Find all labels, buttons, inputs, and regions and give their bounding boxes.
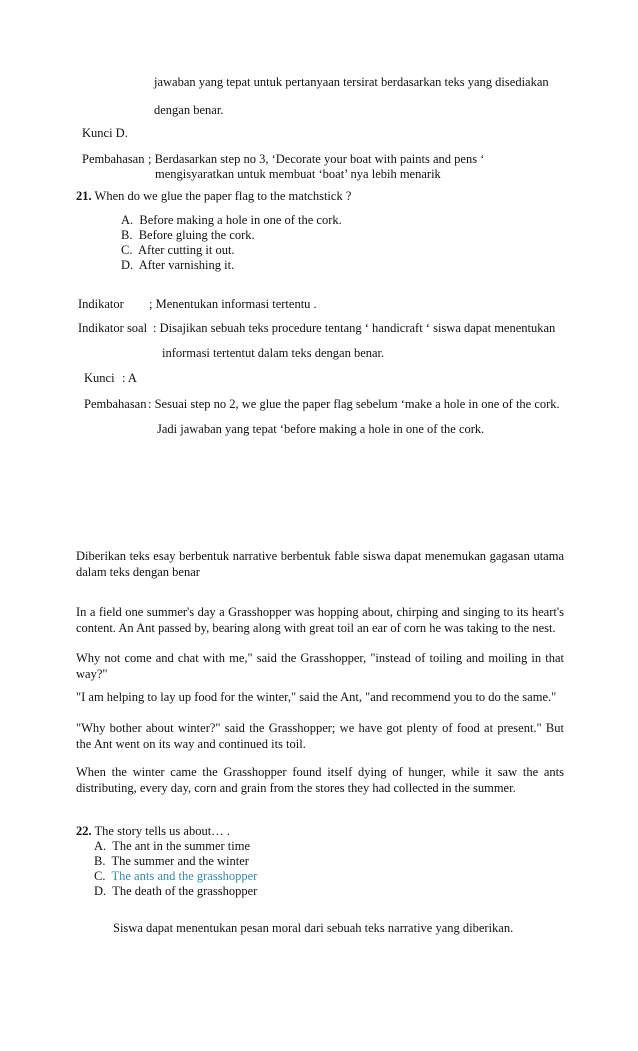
discussion-prev-line-1: ; Berdasarkan step no 3, ‘Decorate your boat with paints and pens ‘ [148, 152, 485, 166]
option-text: Before making a hole in one of the cork. [139, 213, 342, 227]
option-b [121, 228, 255, 243]
indicator-text: ; Menentukan informasi tertentu . [149, 297, 317, 311]
option-text-highlighted: The ants and the grasshopper [111, 869, 258, 883]
option-letter: A. [121, 213, 134, 227]
option-text: After cutting it out. [138, 243, 235, 257]
passage-paragraph-2: Why not come and chat with me," said the Grasshopper, "instead of toiling and moiling in that way?" [76, 651, 564, 681]
option-text: Before gluing the cork. [138, 228, 255, 242]
question-number: 22. [76, 824, 92, 838]
key-value: : A [122, 371, 137, 385]
option-letter: C. [94, 869, 106, 883]
question-21 [76, 189, 351, 204]
question-number: 21. [76, 189, 92, 203]
option-letter: B. [94, 854, 106, 868]
option-d [94, 884, 257, 899]
option-a [94, 839, 250, 854]
option-b [94, 854, 249, 869]
option-c [94, 869, 257, 884]
indicator-continuation-1: jawaban yang tepat untuk pertanyaan tersirat berdasarkan teks yang disediakan [154, 75, 549, 89]
indicator-continuation-2: dengan benar. [154, 103, 224, 117]
discussion-label: Pembahasan [84, 397, 147, 411]
option-letter: C. [121, 243, 133, 257]
passage-paragraph-1: In a field one summer's day a Grasshopper was hopping about, chirping and singing to its heart's content. An Ant passed by, bearing along with great toil an ear of corn he was taking to the nest. [76, 605, 564, 635]
passage-intro: Diberikan teks esay berbentuk narrative berbentuk fable siswa dapat menemukan gagasan utama dalam teks dengan benar [76, 549, 564, 579]
option-text: The ant in the summer time [112, 839, 250, 853]
indicator-label: Indikator [78, 297, 124, 311]
discussion-prev-line-2: mengisyaratkan untuk membuat ‘boat’ nya lebih menarik [155, 167, 441, 181]
option-letter: D. [121, 258, 134, 272]
option-d [121, 258, 234, 273]
question-text: The story tells us about… . [94, 824, 230, 838]
key-label: Kunci [84, 371, 115, 385]
option-text: The death of the grasshopper [112, 884, 258, 898]
passage-paragraph-5: When the winter came the Grasshopper found itself dying of hunger, while it saw the ants distributing, every day, corn and grain from the stores they had collected in the summer. [76, 765, 564, 795]
indicator-soal-label: Indikator soal [78, 321, 148, 335]
question-22 [76, 824, 230, 839]
discussion-label-prev: Pembahasan [82, 152, 145, 166]
option-letter: B. [121, 228, 133, 242]
option-text: The summer and the winter [111, 854, 249, 868]
option-c [121, 243, 235, 258]
footer-indicator: Siswa dapat menentukan pesan moral dari sebuah teks narrative yang diberikan. [113, 921, 514, 935]
option-letter: A. [94, 839, 107, 853]
passage-paragraph-4: "Why bother about winter?" said the Grasshopper; we have got plenty of food at present." But the Ant went on its way and continued its toil. [76, 721, 564, 751]
option-letter: D. [94, 884, 107, 898]
answer-key-prev: Kunci D. [82, 126, 128, 140]
option-text: After varnishing it. [138, 258, 235, 272]
discussion-line-1: : Sesuai step no 2, we glue the paper flag sebelum ‘make a hole in one of the cork. [148, 397, 560, 411]
discussion-line-2: Jadi jawaban yang tepat ‘before making a hole in one of the cork. [157, 422, 485, 436]
option-a [121, 213, 342, 228]
question-text: When do we glue the paper flag to the matchstick ? [94, 189, 352, 203]
indicator-soal-line-2: informasi tertentut dalam teks dengan benar. [162, 346, 385, 360]
passage-paragraph-3: "I am helping to lay up food for the winter," said the Ant, "and recommend you to do the same." [76, 690, 557, 704]
indicator-soal-line-1: : Disajikan sebuah teks procedure tentang ‘ handicraft ‘ siswa dapat menentukan [153, 321, 556, 335]
